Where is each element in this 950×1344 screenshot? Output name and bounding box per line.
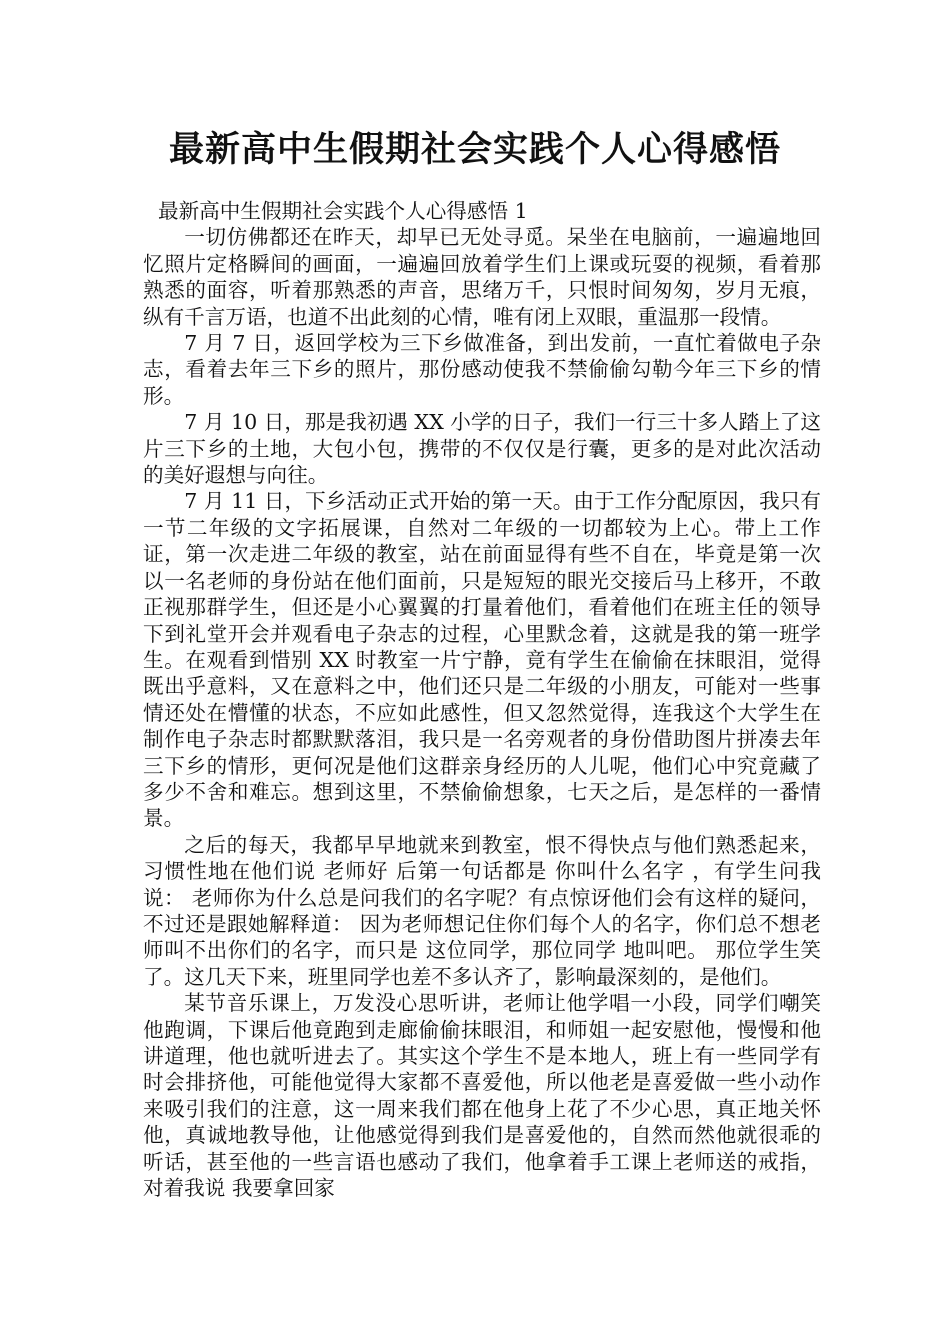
document-body [143,198,821,1201]
section-subtitle: 最新高中生假期社会实践个人心得感悟 1 [158,199,528,223]
document-title: 最新高中生假期社会实践个人心得感悟 [168,130,781,170]
paragraph: 7 月 7 日，返回学校为三下乡做准备，到出发前，一直忙着做电子杂志，看着去年三下乡的照片，那份感动使我不禁偷偷勾勒今年三下乡的情形。 [143,331,821,408]
paragraph: 之后的每天，我都早早地就来到教室，恨不得快点与他们熟悉起来，习惯性地在他们说 老师好 后第一句话都是 你叫什么名字 ，有学生问我说： 老师你为什么总是问我们的名字呢？有点惊讶他们会有这样的疑问，不过还是跟她解释道： 因为老师想记住你们每个人的名字，你们总不想老师叫不出你们的名字，而只是 这位同学，那位同学 地叫吧。 那位学生笑了。这几天下来，班里同学也差不多认齐了，影响最深刻的，是他们。 [143,832,821,989]
paragraph: 某节音乐课上，万发没心思听讲，老师让他学唱一小段，同学们嘲笑他跑调，下课后他竟跑到走廊偷偷抹眼泪，和师姐一起安慰他，慢慢和他讲道理，他也就听进去了。其实这个学生不是本地人，班上有一些同学有时会排挤他，可能他觉得大家都不喜爱他，所以他老是喜爱做一些小动作来吸引我们的注意，这一周来我们都在他身上花了不少心思，真正地关怀他，真诚地教导他，让他感觉得到我们是喜爱他的，自然而然他就很乖的听话，甚至他的一些言语也感动了我们，他拿着手工课上老师送的戒指，对着我说 我要拿回家 [143,991,821,1201]
paragraph: 7 月 11 日，下乡活动正式开始的第一天。由于工作分配原因，我只有一节二年级的文字拓展课，自然对二年级的一切都较为上心。带上工作证，第一次走进二年级的教室，站在前面显得有些不自在，毕竟是第一次以一名老师的身份站在他们面前，只是短短的眼光交接后马上移开，不敢正视那群学生，但还是小心翼翼的打量着他们，看着他们在班主任的领导下到礼堂开会并观看电子杂志的过程，心里默念着，这就是我的第一班学生。在观看到惜别 XX 时教室一片宁静，竟有学生在偷偷在抹眼泪，觉得既出乎意料，又在意料之中，他们还只是二年级的小朋友，可能对一些事情还处在懵懂的状态，不应如此感性，但又忽然觉得，连我这个大学生在制作电子杂志时都默默落泪，我只是一名旁观者的身份借助图片拼凑去年三下乡的情形，更何况是他们这群亲身经历的人儿呢，他们心中究竟藏了多少不舍和难忘。想到这里，不禁偷偷想象，七天之后，是怎样的一番情景。 [143,489,821,831]
paragraph: 一切仿佛都还在昨天，却早已无处寻觅。呆坐在电脑前，一遍遍地回忆照片定格瞬间的画面，一遍遍回放着学生们上课或玩耍的视频，看着那熟悉的面容，听着那熟悉的声音，思绪万千，只恨时间匆匆，岁月无痕，纵有千言万语，也道不出此刻的心情，唯有闭上双眼，重温那一段情。 [143,225,821,329]
paragraph: 7 月 10 日，那是我初遇 XX 小学的日子，我们一行三十多人踏上了这片三下乡的土地，大包小包，携带的不仅仅是行囊，更多的是对此次活动的美好遐想与向往。 [143,410,821,488]
